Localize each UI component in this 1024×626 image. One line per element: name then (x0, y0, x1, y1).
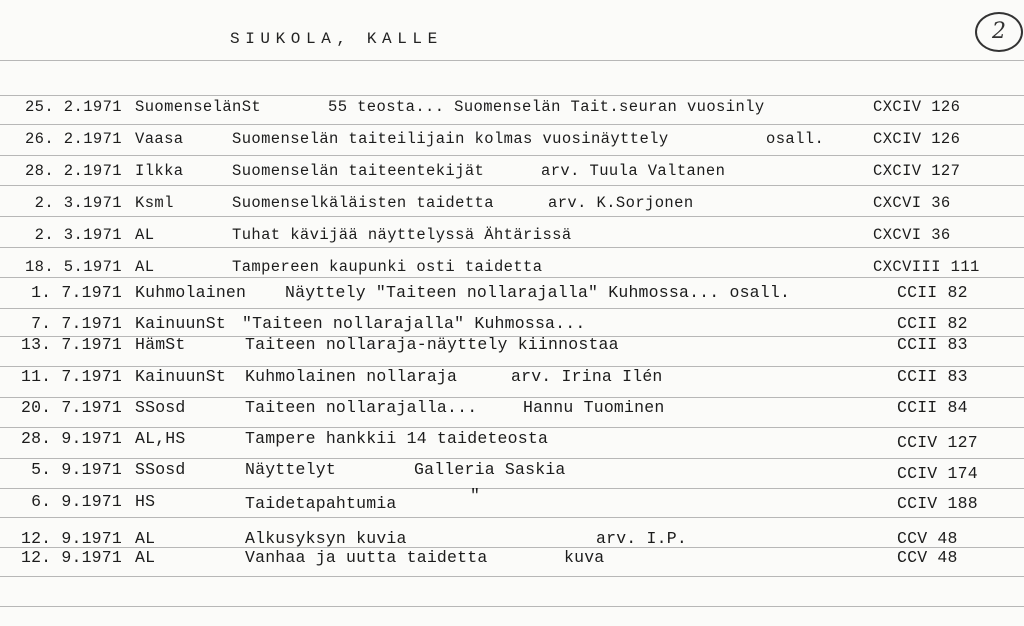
entry-ref: CCII 82 (897, 314, 968, 333)
entry-source: SSosd (135, 398, 186, 417)
entry-text: Tuhat kävijää näyttelyssä Ähtärissä (232, 226, 572, 244)
entry-note: Galleria Saskia (414, 460, 566, 479)
entry-ref: CCII 84 (897, 398, 968, 417)
entry-note: arv. K.Sorjonen (548, 194, 694, 212)
entry-row (0, 96, 1024, 118)
entry-source: AL (135, 226, 155, 244)
entry-source: KainuunSt (135, 367, 226, 386)
entry-date: 28. 9.1971 (20, 429, 122, 448)
entry-note: kuva (564, 548, 605, 567)
entry-note: arv. Irina Ilén (511, 367, 663, 386)
entry-date: 7. 7.1971 (31, 314, 122, 333)
entry-text: Suomenselän taiteentekijät (232, 162, 485, 180)
entry-date: 12. 9.1971 (20, 548, 122, 567)
ruled-line (0, 308, 1024, 309)
entry-ref: CXCIV 126 (873, 98, 961, 116)
entry-ref: CCIV 127 (897, 433, 978, 452)
ruled-line (0, 247, 1024, 248)
entry-row (0, 334, 1024, 356)
entry-text: Kuhmolainen nollaraja (245, 367, 458, 386)
ruled-line (0, 606, 1024, 607)
ruled-line (0, 517, 1024, 518)
entry-source: AL (135, 258, 155, 276)
entry-ref: CXCVI 36 (873, 226, 951, 244)
entry-source: AL (135, 548, 156, 567)
entry-source: Ksml (135, 194, 174, 212)
entry-text: Suomenselkäläisten taidetta (232, 194, 494, 212)
entry-date: 12. 9.1971 (20, 529, 122, 548)
entry-row (0, 366, 1024, 388)
entry-row (0, 160, 1024, 182)
entry-ref: CCV 48 (897, 529, 958, 548)
entry-row (0, 547, 1024, 569)
ditto-mark: " (470, 486, 481, 505)
entry-date: 2. 3.1971 (34, 226, 122, 244)
entry-ref: CXCIV 126 (873, 130, 961, 148)
entry-text: Vanhaa ja uutta taidetta (245, 548, 488, 567)
entry-row (0, 459, 1024, 481)
entry-ref: CXCVI 36 (873, 194, 951, 212)
ruled-line (0, 185, 1024, 186)
entry-text: Taiteen nollarajalla... (245, 398, 478, 417)
entry-row (0, 486, 1024, 513)
entry-text: Alkusyksyn kuvia (245, 529, 407, 548)
entry-ref: CXCIV 127 (873, 162, 961, 180)
entry-ref: CCIV 174 (897, 464, 978, 483)
entry-text: Tampere hankkii 14 taideteosta (245, 429, 549, 448)
entry-note: arv. Tuula Valtanen (541, 162, 726, 180)
entry-date: 1. 7.1971 (31, 283, 122, 302)
entry-date: 2. 3.1971 (34, 194, 122, 212)
entry-text: Näyttelyt (245, 460, 336, 479)
entry-ref: CCII 83 (897, 367, 968, 386)
entry-text: "Taiteen nollarajalla" Kuhmossa... (242, 314, 586, 333)
entry-text: Tampereen kaupunki osti taidetta (232, 258, 543, 276)
entry-source: Vaasa (135, 130, 184, 148)
ruled-line (0, 124, 1024, 125)
entry-note: arv. I.P. (596, 529, 687, 548)
entry-row (0, 397, 1024, 419)
entry-date: 13. 7.1971 (20, 335, 122, 354)
entry-note: Hannu Tuominen (523, 398, 665, 417)
card-title: SIUKOLA, KALLE (230, 30, 443, 48)
entry-date: 28. 2.1971 (24, 162, 122, 180)
entry-ref: CCV 48 (897, 548, 958, 567)
ruled-line (0, 576, 1024, 577)
page-number-circle: 2 (975, 12, 1023, 52)
entry-text: Taidetapahtumia (245, 494, 397, 513)
entry-source: Ilkka (135, 162, 184, 180)
ruled-line (0, 60, 1024, 61)
entry-text: 55 teosta... Suomenselän Tait.seuran vuosinly (328, 98, 765, 116)
entry-ref: CCIV 188 (897, 494, 978, 513)
entry-row (0, 256, 1024, 278)
entry-source: AL (135, 529, 156, 548)
entry-row (0, 128, 1024, 150)
entry-row (0, 313, 1024, 335)
entry-ref: CXCVIII 111 (873, 258, 980, 276)
entry-date: 18. 5.1971 (24, 258, 122, 276)
entry-row (0, 192, 1024, 214)
entry-date: 11. 7.1971 (20, 367, 122, 386)
entry-source: HS (135, 492, 156, 511)
entry-ref: CCII 83 (897, 335, 968, 354)
entry-row (0, 428, 1024, 450)
ruled-line (0, 488, 1024, 489)
entry-source: KainuunSt (135, 314, 226, 333)
ruled-line (0, 216, 1024, 217)
entry-text: Suomenselän taiteilijain kolmas vuosinäyttely (232, 130, 669, 148)
entry-date: 26. 2.1971 (24, 130, 122, 148)
entry-text: Näyttely "Taiteen nollarajalla" Kuhmossa... osall. (285, 283, 791, 302)
entry-date: 6. 9.1971 (31, 492, 122, 511)
entry-note: osall. (766, 130, 825, 148)
entry-row (0, 224, 1024, 246)
entry-row (0, 282, 1024, 304)
entry-source: HämSt (135, 335, 186, 354)
ruled-line (0, 155, 1024, 156)
entry-source: AL,HS (135, 429, 186, 448)
entry-ref: CCII 82 (897, 283, 968, 302)
entry-source: Kuhmolainen (135, 283, 247, 302)
entry-source: SSosd (135, 460, 186, 479)
entry-date: 5. 9.1971 (31, 460, 122, 479)
entry-source: SuomenselänSt (135, 98, 262, 116)
entry-date: 25. 2.1971 (24, 98, 122, 116)
entry-text: Taiteen nollaraja-näyttely kiinnostaa (245, 335, 619, 354)
entry-date: 20. 7.1971 (20, 398, 122, 417)
